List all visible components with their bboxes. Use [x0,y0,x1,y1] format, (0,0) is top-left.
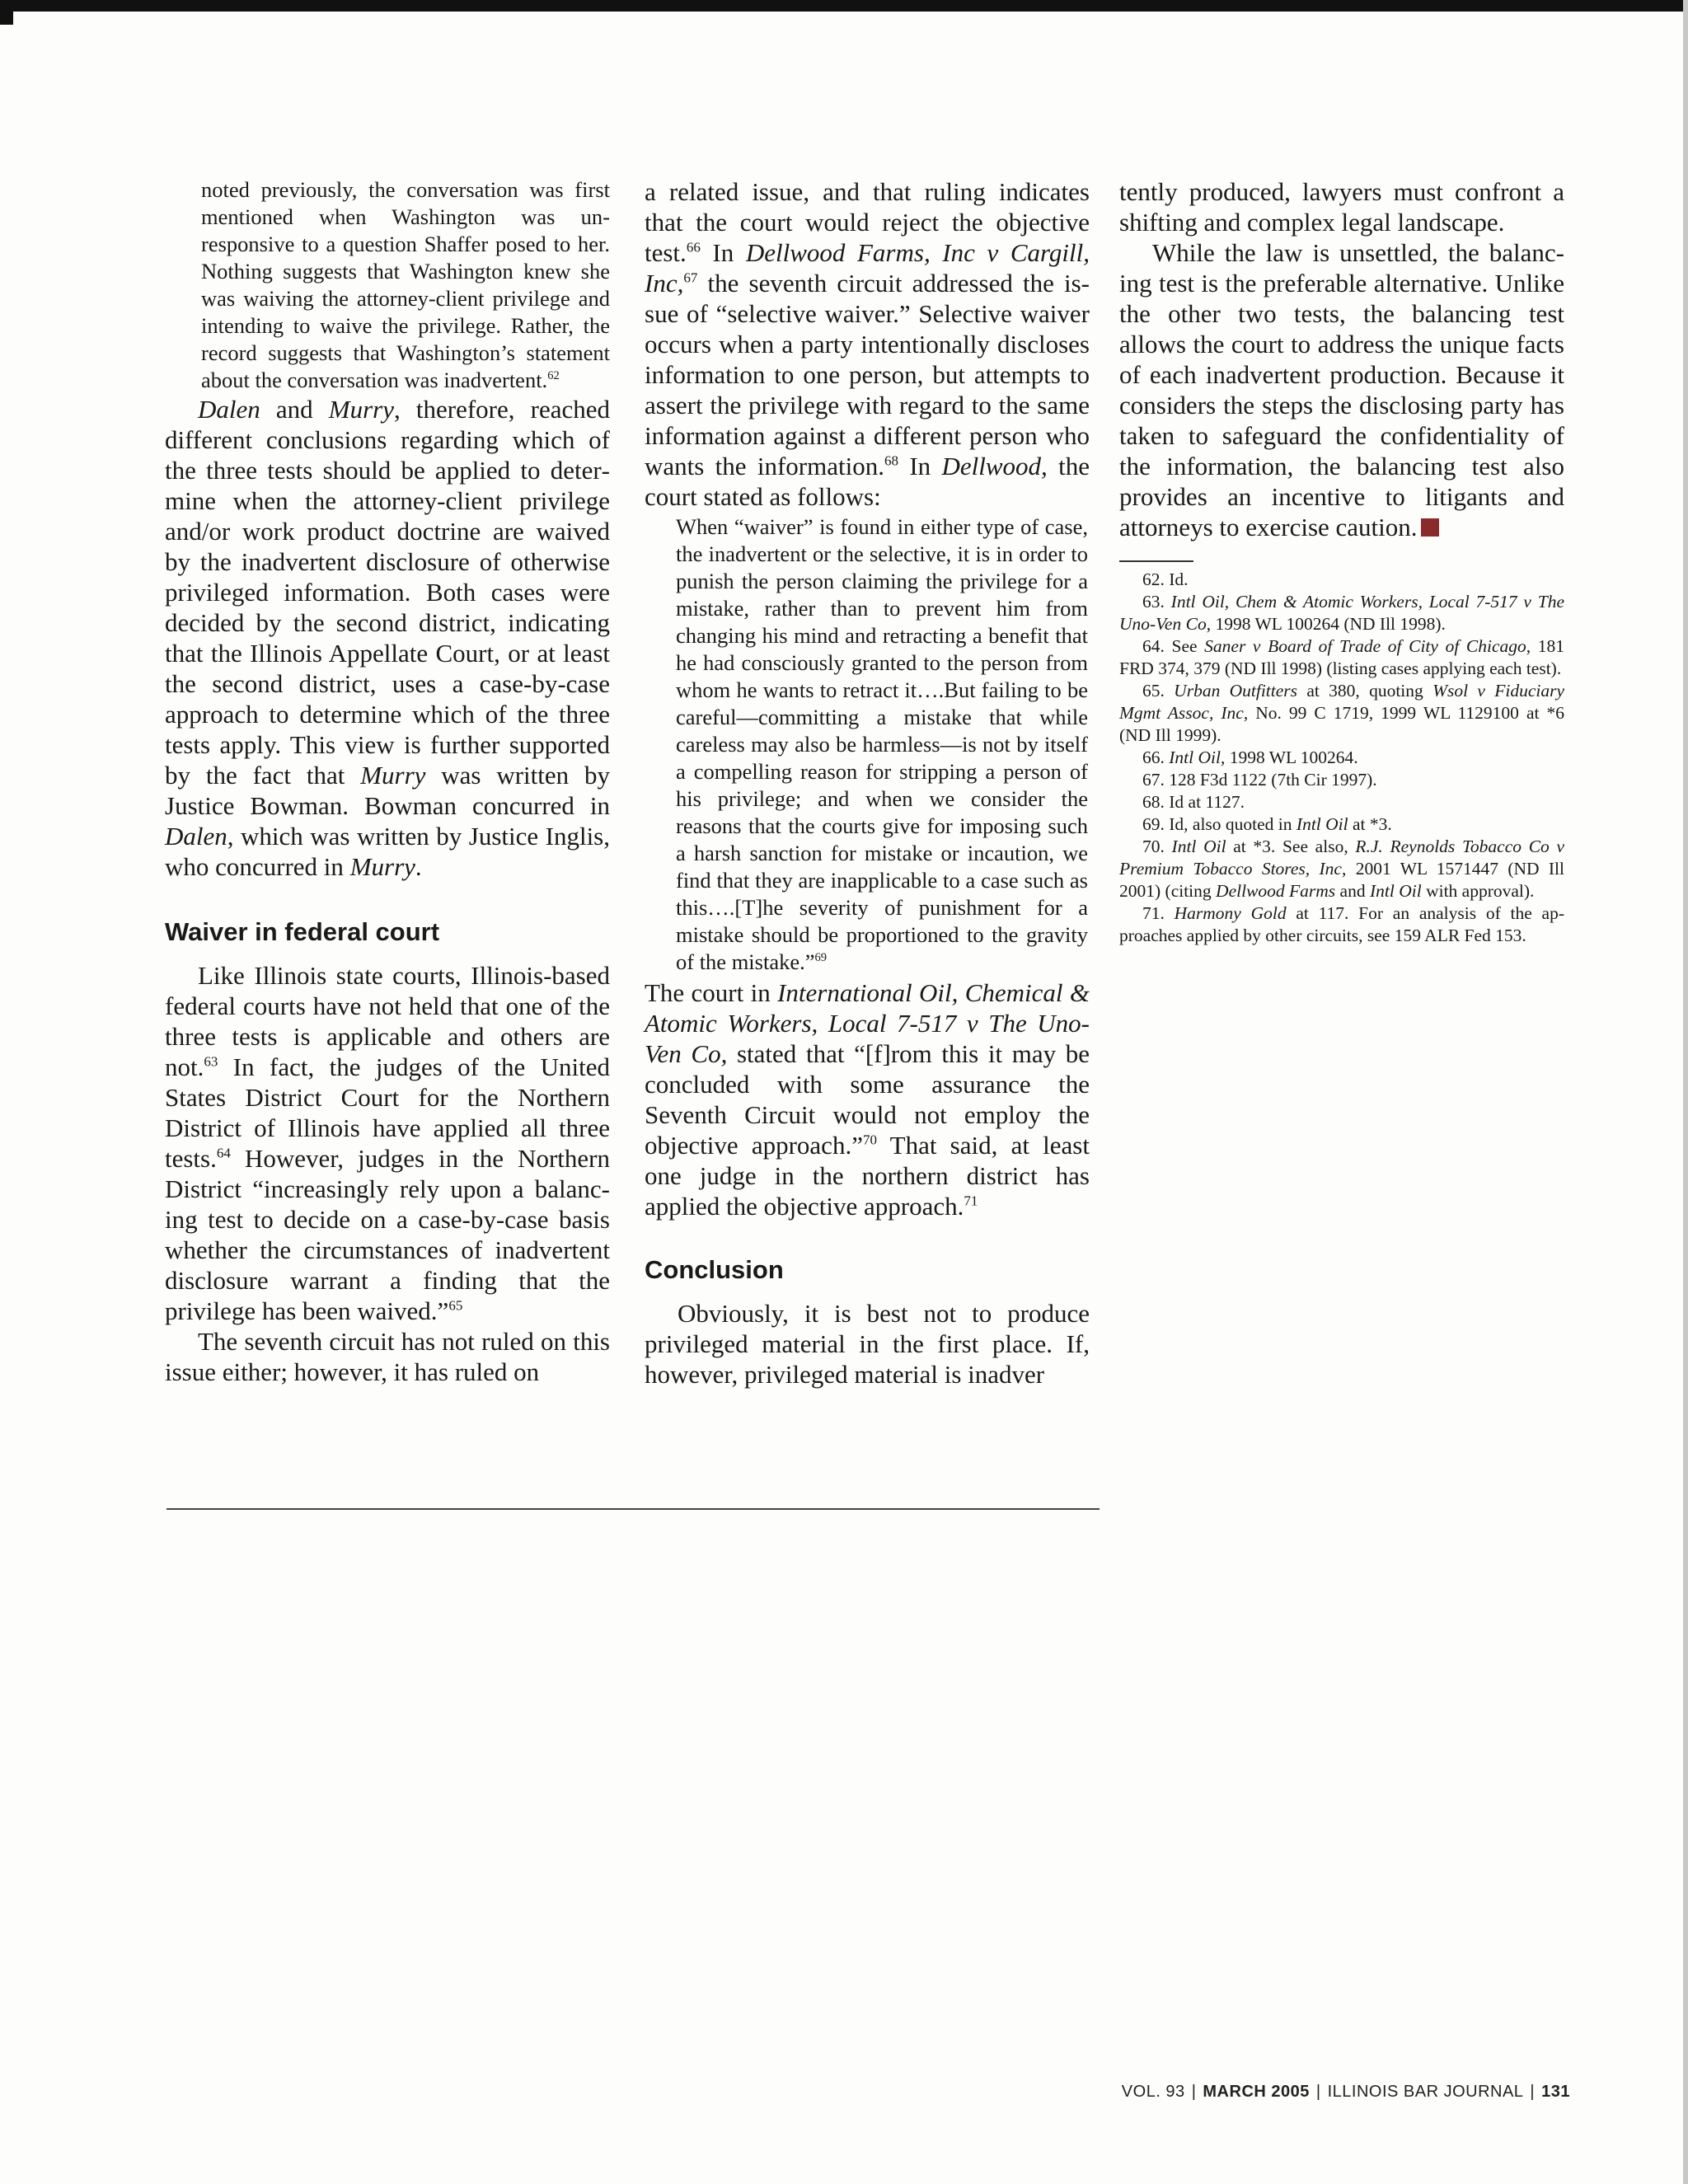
paragraph-balancing-test: While the law is unsettled, the balancing test is the preferable alternative. Unlike the other two tests, the balancing test allows the court to address the unique facts of each inadvertent production. Because it considers the steps the disclosing party has taken to safeguard the confidentiality of the information, the balancing test also provides an incentive to litigants and attorneys to exercise caution. [1119,238,1564,541]
footnotes [1119,569,1564,947]
footnote-ref-62[interactable]: 62 [547,369,560,383]
folio-separator: | [1315,2083,1321,2101]
folio-volume: VOL. 93 [1121,2083,1185,2101]
footnote-65: 65. Urban Outfitters at 380, quoting Wsol v Fiduciary Mgmt Assoc, Inc, No. 99 C 1719, 1999 WL 1129100 at *6 (ND Ill 1999). [1119,681,1564,745]
footnote-ref-69[interactable]: 69 [814,951,828,965]
paragraph-conclusion: Obviously, it is best not to produce privileged material in the first place. If, however, privileged material is inadver [645,1299,1090,1389]
folio-separator: | [1530,2083,1536,2101]
end-of-article-mark [1421,518,1439,537]
scan-border-notch [0,0,13,25]
footnote-ref-66[interactable]: 66 [686,239,701,255]
footnote-ref-63[interactable]: 63 [204,1053,218,1070]
footnote-64: 64. See Saner v Board of Trade of City of Chicago, 181 FRD 374, 379 (ND Ill 1998) (listing cases applying each test). [1119,636,1565,678]
footnote-62: 62. Id. [1142,569,1189,589]
footnote-68: 68. Id at 1127. [1142,792,1245,812]
footnote-67: 67. 128 F3d 1122 (7th Cir 1997). [1142,770,1377,790]
footnote-ref-67[interactable]: 67 [683,269,698,286]
bottom-rule [166,1508,1100,1510]
page-folio [1122,2083,1570,2102]
column-middle [645,176,1090,1390]
footnote-70: 70. Intl Oil at *3. See also, R.J. Reynolds Tobacco Co v Premium Tobacco Stores, Inc, 2001 WL 1571447 (ND Ill 2001) (citing Dellwood Farms and Intl Oil with approval). [1119,837,1565,901]
scan-border-right [1683,0,1688,2184]
column-right [1119,176,1564,947]
page-number: 131 [1541,2083,1570,2101]
footnote-71: 71. Harmony Gold at 117. For an analysis of the approaches applied by other circuits, see 159 ALR Fed 153. [1119,903,1564,945]
folio-separator: | [1191,2083,1197,2101]
footnote-separator [1119,560,1193,562]
block-quote-washington: noted previously, the conversation was first mentioned when Washington was unresponsive to a question Shaffer posed to her. Nothing suggests that Washington knew she was waiving the attorney-client privilege and intending to waive the privilege. Rather, the record suggests that Washington’s statement about the conversation was inadvertent.$^{62}$ [201,177,610,392]
folio-journal: ILLINOIS BAR JOURNAL [1327,2083,1524,2101]
folio-date: MARCH 2005 [1203,2083,1310,2101]
footnote-ref-70[interactable]: 70 [862,1132,877,1148]
footnote-69: 69. Id, also quoted in Intl Oil at *3. [1142,814,1392,834]
paragraph-seventh-circuit: The seventh circuit has not ruled on this issue either; however, it has ruled on [165,1327,610,1386]
heading-conclusion: Conclusion [645,1255,784,1284]
footnote-63: 63. Intl Oil, Chem & Atomic Workers, Local 7-517 v The Uno-Ven Co, 1998 WL 100264 (ND Ill 1998). [1119,592,1565,634]
column-left [165,176,610,1387]
scan-border-top [0,0,1688,12]
paragraph-dellwood: a related issue, and that ruling indicates that the court would reject the objective test.$^{66}$ In Dellwood Farms, Inc v Cargill, Inc,$^{67}$ the seventh circuit addressed the issue of “selective waiver.” Selective waiver occurs when a party intentionally discloses information to one person, but attempts to assert the privilege with regard to the same information against a different person who wants the information.$^{68}$ In Dellwood, the court stated as follows: [645,177,1090,511]
paragraph-dalen-murry: Dalen and Murry, therefore, reached different conclusions regarding which of the three tests should be applied to determine when the attorney-client privilege and/or work product doctrine are waived by the inadvertent disclosure of otherwise privileged information. Both cases were decided by the second district, indicating that the Illinois Appellate Court, or at least the second district, uses a case-by-case approach to determine which of the three tests apply. This view is further supported by the fact that Murry was written by Justice Bowman. Bowman concurred in Dalen, which was written by Justice Inglis, who concurred in Murry. [165,395,611,881]
heading-waiver-federal-court: Waiver in federal court [165,917,440,946]
footnote-ref-68[interactable]: 68 [884,452,898,469]
footnote-ref-65[interactable]: 65 [448,1297,463,1314]
footnote-66: 66. Intl Oil, 1998 WL 100264. [1142,748,1358,767]
paragraph-federal-courts: Like Illinois state courts, Illinois-based federal courts have not held that one of the three tests is applicable and others are not.$^{63}$ In fact, the judges of the United States District Court for the Northern District of Illinois have applied all three tests.$^{64}$ However, judges in the Northern District “increasingly rely upon a balancing test to decide on a case-by-case basis whether the circumstances of inadvertent disclosure warrant a finding that the privilege has been waived.”$^{65}$ [165,961,610,1325]
paragraph-international-oil: The court in International Oil, Chemical & Atomic Workers, Local 7-517 v The Uno-Ven Co, stated that “[f]rom this it may be concluded with some assurance the Seventh Circuit would not employ the objective approach.”$^{70}$ That said, at least one judge in the northern district has applied the objective approach.$^{71}$ [645,978,1090,1221]
block-quote-dellwood: When “waiver” is found in either type of case, the inadvertent or the selective, it is in order to punish the person claiming the privilege for a mistake, rather than to prevent him from changing his mind and retracting a benefit that he had consciously granted to the person from whom he wants to retract it….But failing to be careful—committing a mistake that while careless may also be harmless—is not by itself a compelling reason for stripping a person of his privilege; and when we consider the reasons that the courts give for imposing such a harsh sanction for mistake or incaution, we find that they are inapplicable to a case such as this….[T]he severity of punishment for a mistake should be proportioned to the gravity of the mistake.”$^{69}$ [676,514,1088,974]
footnote-ref-64[interactable]: 64 [216,1145,231,1161]
footnote-ref-71[interactable]: 71 [964,1193,978,1209]
paragraph-conclusion-continued: tently produced, lawyers must confront a shifting and complex legal landscape. [1119,177,1564,237]
